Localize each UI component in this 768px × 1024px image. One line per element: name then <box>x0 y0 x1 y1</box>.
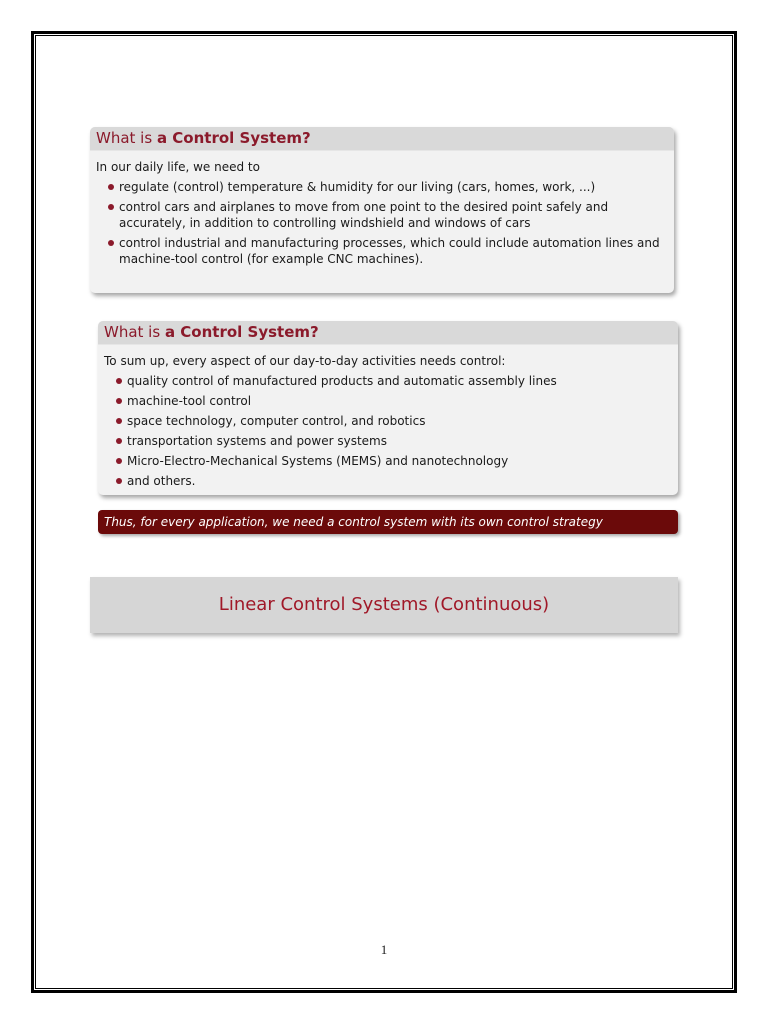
list-item <box>104 453 668 469</box>
block-intro: In our daily life, we need to <box>96 160 260 174</box>
bullet-icon <box>108 204 114 210</box>
list-item <box>96 199 664 231</box>
block-title-prefix: What is <box>104 323 165 341</box>
list-item-text: control industrial and manufacturing processes, which could include automation lines and machine-tool control (for example CNC machines). <box>119 236 660 266</box>
list-item <box>96 235 664 267</box>
bullet-icon <box>108 184 114 190</box>
list-item-text: and others. <box>127 474 196 488</box>
list-item <box>104 473 668 489</box>
list-item-text: transportation systems and power systems <box>127 434 387 448</box>
page-number: 1 <box>380 942 388 957</box>
list-item <box>104 413 668 429</box>
bullet-list <box>96 179 664 267</box>
block-title-bold: a Control System? <box>156 129 311 147</box>
block-title <box>90 127 674 151</box>
block-title-prefix: What is <box>96 129 157 147</box>
list-item-text: control cars and airplanes to move from one point to the desired point safely and accurately, in addition to controlling windshield and windows of cars <box>119 200 609 230</box>
block-title-bold: a Control System? <box>164 323 319 341</box>
list-item-text: regulate (control) temperature & humidity for our living (cars, homes, work, ...) <box>119 180 596 194</box>
list-item-text: Micro-Electro-Mechanical Systems (MEMS) and nanotechnology <box>127 454 509 468</box>
bullet-list <box>104 373 668 489</box>
bullet-icon <box>116 418 122 424</box>
bullet-icon <box>116 458 122 464</box>
section-banner: Linear Control Systems (Continuous) <box>90 577 678 633</box>
callout-box: Thus, for every application, we need a control system with its own control strategy <box>98 510 678 534</box>
list-item <box>104 433 668 449</box>
list-item <box>104 393 668 409</box>
list-item-text: space technology, computer control, and robotics <box>127 414 426 428</box>
block-body <box>98 345 678 489</box>
block-intro: To sum up, every aspect of our day-to-day activities needs control: <box>104 354 506 368</box>
bullet-icon <box>116 438 122 444</box>
block-body <box>90 151 674 267</box>
bullet-icon <box>108 240 114 246</box>
list-item-text: quality control of manufactured products and automatic assembly lines <box>127 374 557 388</box>
list-item <box>104 373 668 389</box>
bullet-icon <box>116 378 122 384</box>
list-item <box>96 179 664 195</box>
block-title <box>98 321 678 345</box>
block-what-is-control-system-1 <box>90 127 674 293</box>
bullet-icon <box>116 398 122 404</box>
block-what-is-control-system-2 <box>98 321 678 495</box>
list-item-text: machine-tool control <box>127 394 252 408</box>
bullet-icon <box>116 478 122 484</box>
